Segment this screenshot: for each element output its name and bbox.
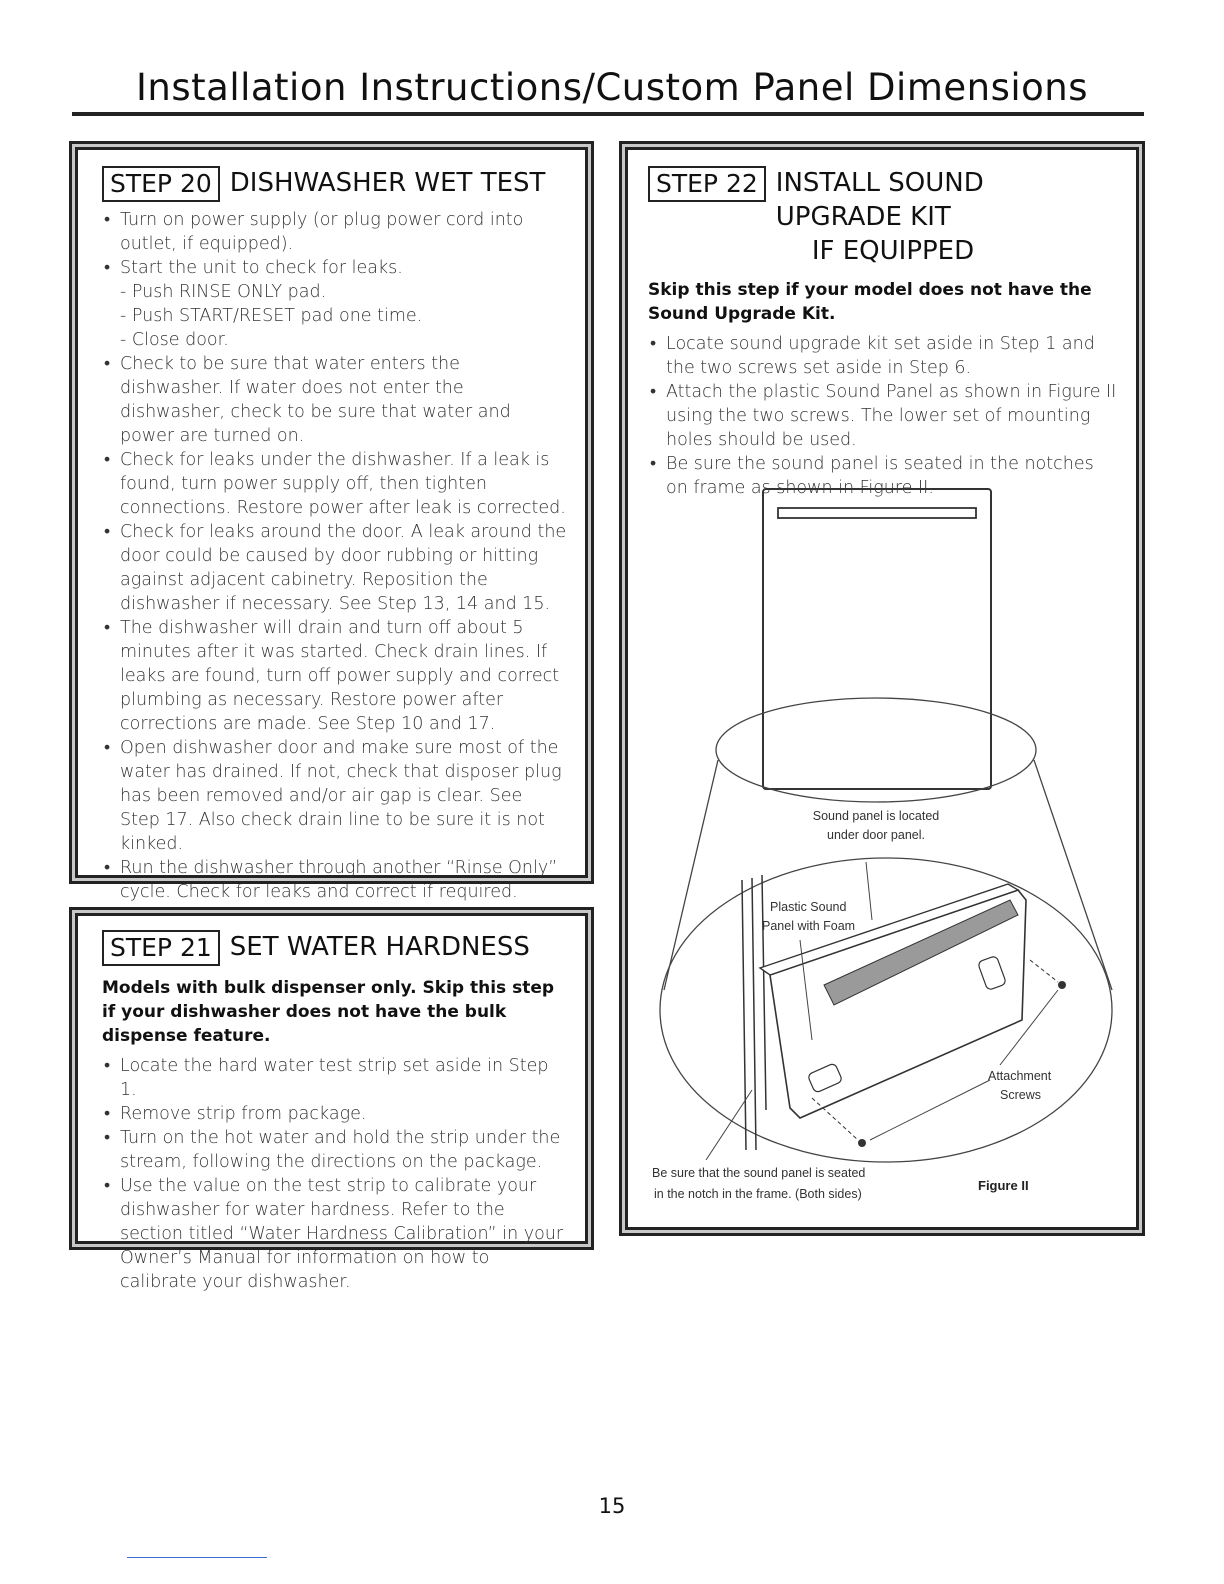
step20-bullet-item: • Check for leaks under the dishwasher. If a leak is found, turn power supply off, then tighten connections. Restore power after leak is corrected. [102,448,567,520]
note-notch-1: Be sure that the sound panel is seated [652,1166,866,1180]
step21-label: STEP 21 [102,930,220,966]
step20-bullet-item: • The dishwasher will drain and turn off about 5 minutes after it was started. Check drain lines. If leaks are found, turn off power supply and correct plumbing as necessary. Restore power after corrections are made. See Step 10 and 17. [102,616,567,736]
label-plastic-1: Plastic Sound [770,900,847,914]
caption-sound-2: under door panel. [827,828,925,842]
title-divider [72,112,1144,116]
step20-substep-item: - Push RINSE ONLY pad. [120,282,327,302]
label-attach-1: Attachment [988,1069,1052,1083]
door-panel-outline [763,489,991,789]
step22-header [648,166,1118,234]
step22-title-line2: IF EQUIPPED [811,236,975,266]
step20-bullet-item: • Check for leaks around the door. A leak around the door could be caused by door rubbing or hitting against adjacent cabinetry. Reposition the dishwasher if necessary. See Step 13, 14 and 15. [102,520,567,616]
screw-bottom [858,1139,866,1147]
step22-label: STEP 22 [648,166,766,202]
step21-title: SET WATER HARDNESS [229,932,530,962]
page-number: 15 [598,1494,626,1518]
step21-box [75,913,588,1292]
step21-header [102,930,567,966]
step22-bullet-item: • Locate sound upgrade kit set aside in Step 1 and the two screws set aside in Step 6. [648,332,1118,380]
step20-bullet-item: • Start the unit to check for leaks. [102,256,567,280]
step20-substep-item: - Push START/RESET pad one time. [120,306,423,326]
step20-title: DISHWASHER WET TEST [229,168,546,198]
step22-bullet-item: • Be sure the sound panel is seated in the notches on frame as shown in Figure II. [648,452,1118,500]
step21-bullet-item: • Turn on the hot water and hold the strip under the stream, following the directions on the package. [102,1126,567,1174]
page-title: Installation Instructions/Custom Panel Dimensions [136,66,1088,109]
cone-line-left [664,760,718,990]
door-panel-handle [778,508,976,518]
figure-label: Figure II [978,1178,1029,1193]
step20-label: STEP 20 [102,166,220,202]
footer-line [127,1557,267,1558]
cone-line-right [1034,760,1112,990]
step20-bullet-item: • Turn on power supply (or plug power cord into outlet, if equipped). [102,208,567,256]
step21-bullet-item: • Use the value on the test strip to calibrate your dishwasher for water hardness. Refer to the section titled “Water Hardness Calibration” in your Owner’s Manual for information on how to calibrate your dishwasher. [102,1174,567,1294]
screw-right [1058,981,1066,989]
step20-bullet-item: • Open dishwasher door and make sure most of the water has drained. If not, check that disposer plug has been removed and/or air gap is clear. See Step 17. Also check drain line to be sure it is not kinked. [102,736,567,856]
step21-note: Models with bulk dispenser only. Skip this step if your dishwasher does not have the bulk dispense feature. [102,978,555,1046]
step21-bullet-item: • Locate the hard water test strip set aside in Step 1. [102,1054,567,1102]
step21-list [102,1054,567,1294]
step20-box [75,147,588,902]
label-plastic-2: Panel with Foam [762,919,856,933]
screw-leader-bottom [812,1098,858,1140]
leader-attach-2 [870,1080,990,1140]
screw-leader-right [1030,960,1058,982]
note-notch-2: in the notch in the frame. (Both sides) [654,1187,862,1201]
step20-substep-item: - Close door. [120,330,229,350]
step20-header [102,166,567,202]
step22-bullet-item: • Attach the plastic Sound Panel as shown in Figure II using the two screws. The lower set of mounting holes should be used. [648,380,1118,452]
label-attach-2: Screws [1000,1088,1041,1102]
step22-list [648,332,1118,500]
step22-title-line1: INSTALL SOUND UPGRADE KIT [775,168,984,232]
step22-note: Skip this step if your model does not have the Sound Upgrade Kit. [648,280,1092,324]
caption-sound-1: Sound panel is located [812,809,940,823]
frame-rail [742,875,766,1150]
step20-list [102,208,567,904]
step20-bullet-item: • Check to be sure that water enters the dishwasher. If water does not enter the dishwasher, check to be sure that water and power are turned on. [102,352,567,448]
figure-ii-diagram [640,480,1130,1220]
step21-bullet-item: • Remove strip from package. [102,1102,567,1126]
step20-bullet-item: • Run the dishwasher through another “Rinse Only” cycle. Check for leaks and correct if required. [102,856,567,904]
leader-sound-panel [866,862,872,920]
